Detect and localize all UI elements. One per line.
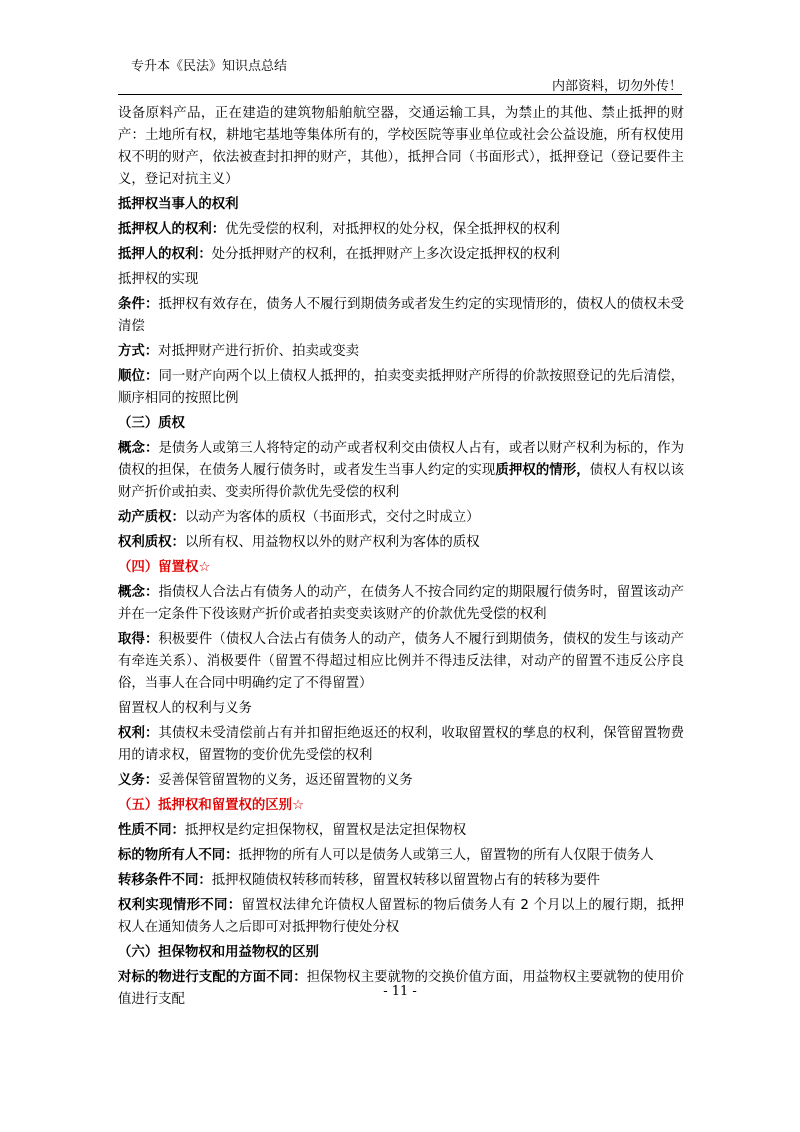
paragraph: 概念：指债权人合法占有债务人的动产，在债务人不按合同约定的期限履行债务时，留置该动产并在一定条件下役该财产折价或者拍卖变卖该财产的价款优先受偿的权利 bbox=[118, 585, 684, 622]
paragraph: 动产质权：以动产为客体的质权（书面形式，交付之时成立） bbox=[118, 510, 480, 525]
paragraph: 标的物所有人不同：抵押物的所有人可以是债务人或第三人，留置物的所有人仅限于债务人 bbox=[118, 848, 654, 863]
section-heading-highlight: （四）留置权☆ bbox=[118, 560, 211, 575]
header-divider bbox=[118, 94, 682, 95]
page-number: - 11 - bbox=[383, 984, 417, 999]
paragraph: 抵押权人的权利：优先受偿的权利，对抵押权的处分权，保全抵押权的权利 bbox=[118, 222, 560, 237]
header-confidential-note: 内部资料，切勿外传！ bbox=[551, 79, 682, 94]
paragraph: 权利：其债权未受清偿前占有并扣留拒绝返还的权利，收取留置权的孳息的权利，保管留置物费用的请求权，留置物的变价优先受偿的权利 bbox=[118, 726, 684, 763]
paragraph: 抵押人的权利：处分抵押财产的权利，在抵押财产上多次设定抵押权的权利 bbox=[118, 247, 560, 262]
paragraph: 方式：对抵押财产进行折价、拍卖或变卖 bbox=[118, 344, 360, 359]
paragraph: 权利质权：以所有权、用益物权以外的财产权利为客体的质权 bbox=[118, 535, 480, 550]
paragraph: 设备原料产品，正在建造的建筑物船舶航空器，交通运输工具，为禁止的其他、禁止抵押的财产：土地所有权，耕地宅基地等集体所有的，学校医院等事业单位或社会公益设施，所有权使用权不明的财产，依法被查封扣押的财产，其他），抵押合同（书面形式），抵押登记（登记要件主义，登记对抗主义） bbox=[118, 106, 684, 187]
paragraph: 顺位：同一财产向两个以上债权人抵押的，拍卖变卖抵押财产所得的价款按照登记的先后清偿，顺序相同的按照比例 bbox=[118, 369, 684, 406]
section-heading-highlight: （五）抵押权和留置权的区别☆ bbox=[118, 798, 305, 813]
paragraph: 转移条件不同：抵押权随债权转移而转移，留置权转移以留置物占有的转移为要件 bbox=[118, 873, 601, 888]
paragraph: 抵押权的实现 bbox=[118, 272, 199, 287]
document-body bbox=[118, 103, 684, 1011]
paragraph: 义务：妥善保管留置物的义务，返还留置物的义务 bbox=[118, 773, 413, 788]
section-heading: （三）质权 bbox=[118, 416, 185, 431]
section-heading: 抵押权当事人的权利 bbox=[118, 197, 239, 212]
paragraph: 概念：是债务人或第三人将特定的动产或者权利交由债权人占有，或者以财产权利为标的，作为债权的担保，在债务人履行债务时，或者发生当事人约定的实现质押权的情形，债权人有权以该财产折价或拍卖、变卖所得价款优先受偿的权利 bbox=[118, 441, 685, 500]
paragraph: 取得：积极要件（债权人合法占有债务人的动产，债务人不履行到期债务，债权的发生与该动产有牵连关系）、消极要件（留置不得超过相应比例并不得违反法律，对动产的留置不违反公序良俗，当事人在合同中明确约定了不得留置） bbox=[118, 632, 684, 691]
paragraph: 对标的物进行支配的方面不同：担保物权主要就物的交换价值方面，用益物权主要就物的使用价值进行支配 bbox=[118, 970, 685, 1007]
paragraph: 条件：抵押权有效存在，债务人不履行到期债务或者发生约定的实现情形的，债权人的债权未受清偿 bbox=[118, 297, 684, 334]
paragraph: 权利实现情形不同：留置权法律允许债权人留置标的物后债务人有 2 个月以上的履行期，抵押权人在通知债务人之后即可对抵押物行使处分权 bbox=[118, 898, 685, 935]
paragraph: 性质不同：抵押权是约定担保物权，留置权是法定担保物权 bbox=[118, 823, 467, 838]
header-title: 专升本《民法》知识点总结 bbox=[131, 59, 288, 74]
section-heading: （六）担保物权和用益物权的区别 bbox=[118, 945, 319, 960]
paragraph: 留置权人的权利与义务 bbox=[118, 701, 252, 716]
